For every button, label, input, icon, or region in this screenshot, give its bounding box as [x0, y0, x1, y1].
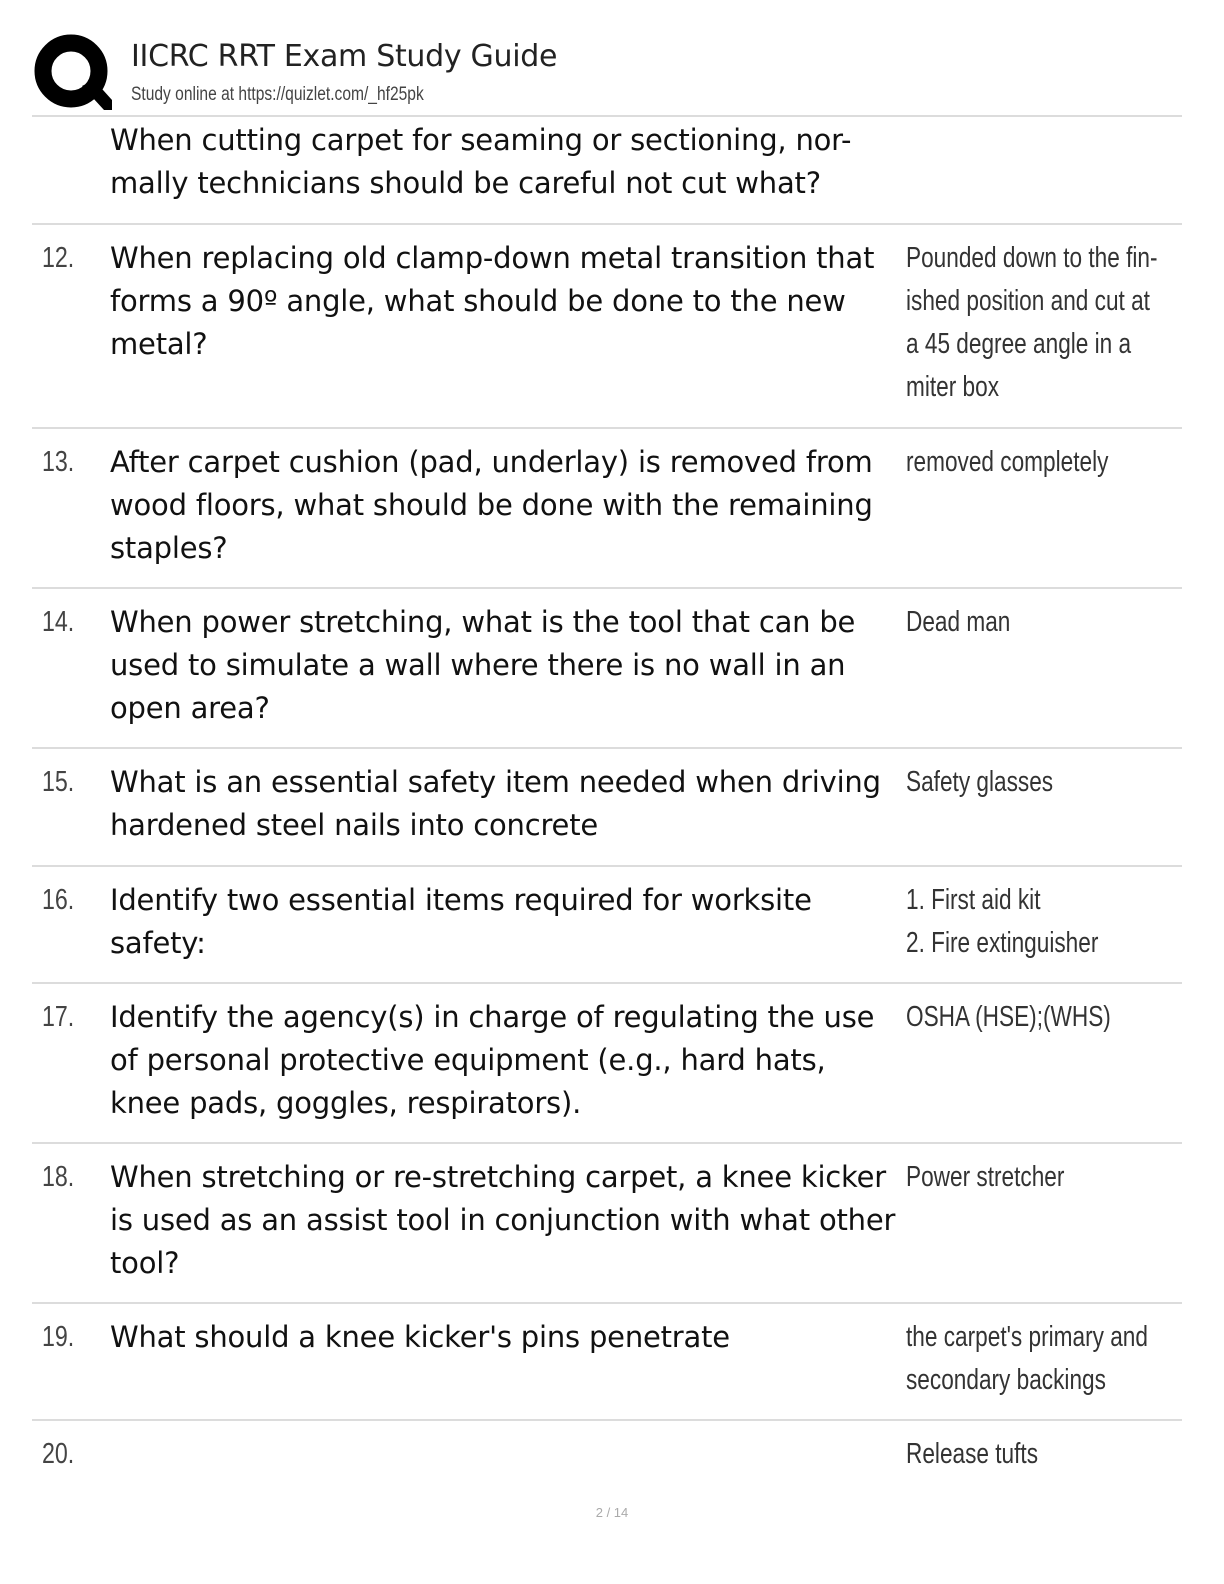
card-definition: the carpet's primary and secondary backings	[906, 1321, 1148, 1396]
card-number: 14.	[42, 606, 75, 638]
card-term: Identify two essential items required for worksite safety:	[110, 883, 812, 960]
card-definition: Safety glasses	[906, 766, 1054, 798]
page-number: 2 / 14	[595, 1505, 629, 1520]
quizlet-logo-icon	[34, 34, 112, 112]
card-term: When stretching or re-stretching carpet, a knee kicker is used as an assist tool in conjunction with what other tool?	[110, 1160, 896, 1280]
card-term: When replacing old clamp-down metal transition that forms a 90º angle, what should be done to the new metal?	[110, 241, 875, 361]
card-definition: 1. First aid kit 2. Fire extinguisher	[906, 884, 1099, 959]
card-term: Identify the agency(s) in charge of regulating the use of personal protective equipment (e.g., hard hats, knee pads, goggles, respirators).	[110, 1000, 875, 1120]
card-number: 19.	[42, 1321, 75, 1353]
card-term: When cutting carpet for seaming or sectioning, nor-mally technicians should be careful not cut what?	[110, 123, 852, 200]
card-definition: Release tufts	[906, 1438, 1039, 1470]
card-term: What should a knee kicker's pins penetrate	[110, 1320, 730, 1354]
card-definition: removed completely	[906, 446, 1109, 478]
card-number: 17.	[42, 1001, 75, 1033]
card-definition: OSHA (HSE);(WHS)	[906, 1001, 1111, 1033]
flashcard-row	[32, 429, 1182, 589]
flashcard-row	[32, 589, 1182, 749]
flashcard-row	[32, 225, 1182, 429]
card-number: 16.	[42, 884, 75, 916]
card-number: 12.	[42, 242, 75, 274]
card-number: 20.	[42, 1438, 75, 1470]
study-link[interactable]: Study online at https://quizlet.com/_hf25pk	[131, 84, 424, 105]
card-term: After carpet cushion (pad, underlay) is removed from wood floors, what should be done with the remaining staples?	[110, 445, 873, 565]
flashcard-row	[32, 117, 1182, 225]
card-definition: Pounded down to the fin-ished position and cut at a 45 degree angle in a miter box	[906, 242, 1158, 403]
page-header	[34, 34, 1184, 114]
card-number: 13.	[42, 446, 75, 478]
flashcard-list	[32, 117, 1182, 1501]
card-term: What is an essential safety item needed when driving hardened steel nails into concrete	[110, 765, 881, 842]
card-definition: Dead man	[906, 606, 1011, 638]
page-title: IICRC RRT Exam Study Guide	[131, 39, 558, 74]
flashcard-row	[32, 1421, 1182, 1501]
flashcard-row	[32, 867, 1182, 984]
card-number: 18.	[42, 1161, 75, 1193]
flashcard-row	[32, 984, 1182, 1144]
flashcard-row	[32, 1144, 1182, 1304]
flashcard-row	[32, 749, 1182, 867]
card-definition: Power stretcher	[906, 1161, 1065, 1193]
card-number: 15.	[42, 766, 75, 798]
flashcard-row	[32, 1304, 1182, 1421]
card-term: When power stretching, what is the tool that can be used to simulate a wall where there is no wall in an open area?	[110, 605, 856, 725]
